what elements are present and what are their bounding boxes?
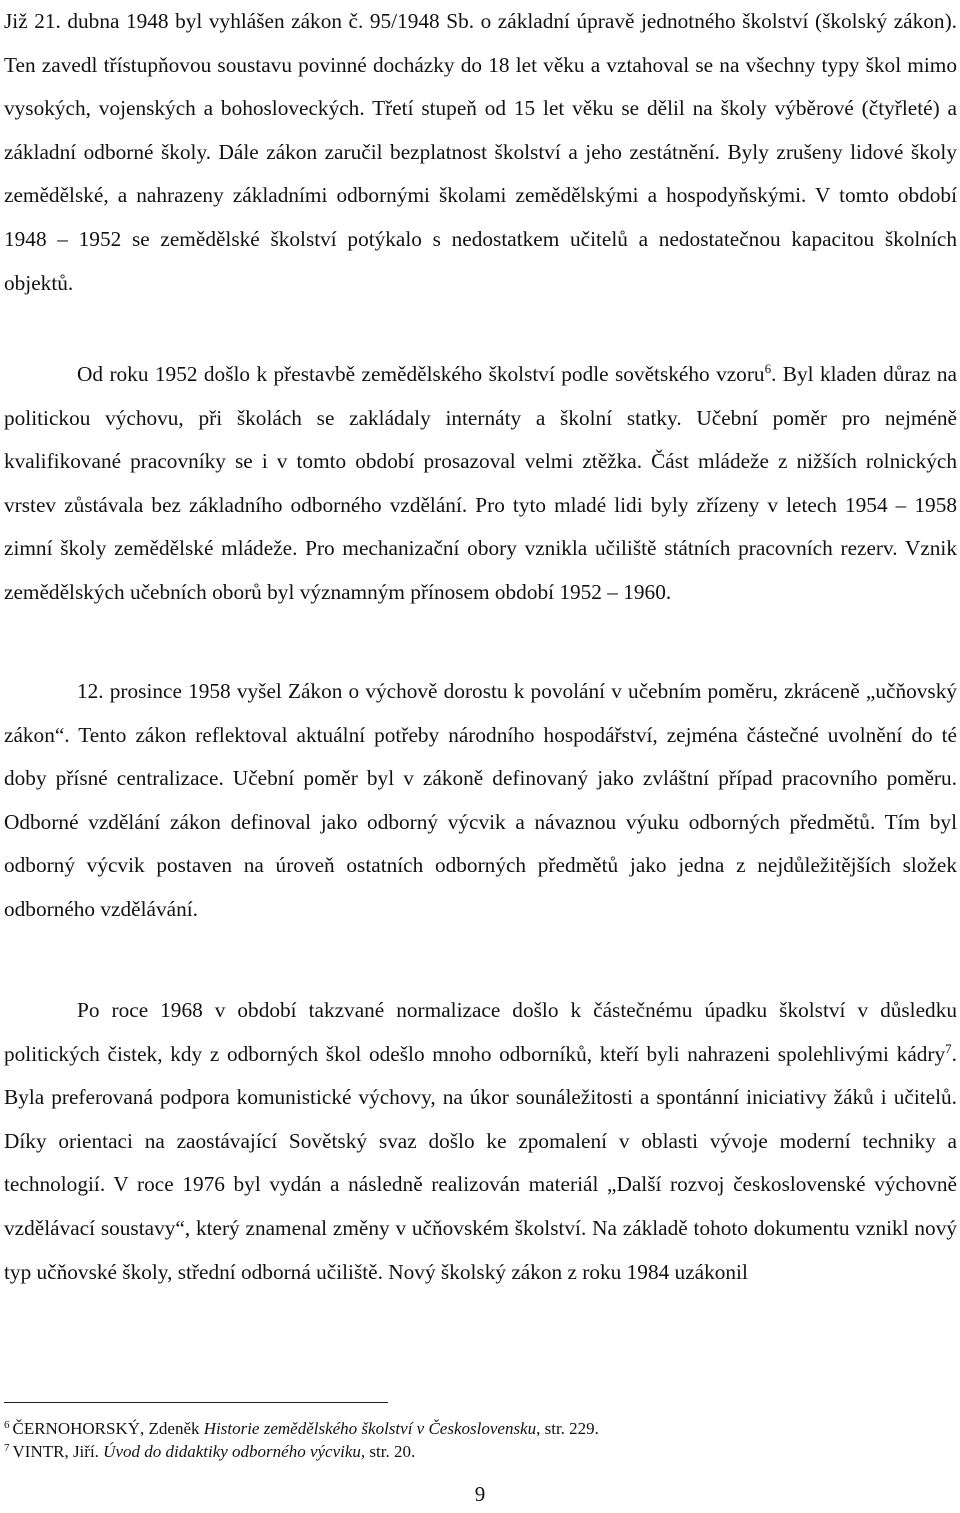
footnote-number: 7: [4, 1441, 10, 1454]
footnote-pages: , str. 229.: [536, 1419, 599, 1438]
footnote-divider: [4, 1402, 388, 1403]
footnote-7: [4, 1441, 944, 1464]
paragraph-2: [4, 353, 957, 615]
footnote-ref-7[interactable]: 7: [945, 1040, 952, 1056]
footnote-author: ČERNOHORSKÝ, Zdeněk: [12, 1419, 200, 1438]
page-number: 9: [474, 1482, 486, 1506]
paragraph-3: 12. prosince 1958 vyšel Zákon o výchově dorostu k povolání v učebním poměru, zkráceně „učňovský zákon“. Tento zákon reflektoval aktuální potřeby národního hospodářství, zejména částečné uvolnění do té doby přísné centralizace. Učební poměr byl v zákoně definovaný jako zvláštní případ pracovního poměru. Odborné vzdělání zákon definoval jako odborný výcvik a návaznou výuku odborných předmětů. Tím byl odborný výcvik postaven na úroveň ostatních odborných předmětů jako jedna z nejdůležitějších složek odborného vzdělávání.: [4, 679, 957, 921]
footnote-author: VINTR, Jiří.: [12, 1441, 99, 1461]
footnote-6: [4, 1418, 944, 1441]
paragraph-1: Již 21. dubna 1948 byl vyhlášen zákon č. 95/1948 Sb. o základní úpravě jednotného školství (školský zákon). Ten zavedl třístupňovou soustavu povinné docházky do 18 let věku a vztahoval se na všechny typy škol mimo vysokých, vojenských a bohosloveckých. Třetí stupeň od 15 let věku se dělil na školy výběrové (čtyřleté) a základní odborné školy. Dále zákon zaručil bezplatnost školství a jeho zestátnění. Byly zrušeny lidové školy zemědělské, a nahrazeny základními odbornými školami zemědělskými a hospodyňskými. V tomto období 1948 – 1952 se zemědělské školství potýkalo s nedostatkem učitelů a nedostatečnou kapacitou školních objektů.: [4, 9, 957, 295]
footnote-pages: , str. 20.: [360, 1441, 416, 1461]
paragraph-4-text: Po roce 1968 v období takzvané normalizace došlo k částečnému úpadku školství v důsledku politických čistek, kdy z odborných škol odešlo mnoho odborníků, kteří byli nahrazeni spolehlivými kádry: [4, 998, 957, 1066]
paragraph-2-text-continued: . Byl kladen důraz na politickou výchovu, při školách se zakládaly internáty a školní statky. Učební poměr pro nejméně kvalifikované pracovníky se i v tomto období prosazoval velmi ztěžka. Část mládeže z nižších rolnických vrstev zůstávala bez základního odborného vzdělání. Pro tyto mladé lidi byly zřízeny v letech 1954 – 1958 zimní školy zemědělské mládeže. Pro mechanizační obory vznikla učiliště státních pracovních rezerv. Vznik zemědělských učebních oborů byl významným přínosem období 1952 – 1960.: [4, 362, 957, 604]
paragraph-2-text: Od roku 1952 došlo k přestavbě zemědělského školství podle sovětského vzoru: [77, 362, 765, 386]
paragraph-4-text-continued: . Byla preferovaná podpora komunistické výchovy, na úkor sounáležitosti a spontánní iniciativy žáků i učitelů. Díky orientaci na zaostávající Sovětský svaz došlo ke zpomalení v oblasti vývoje moderní techniky a technologií. V roce 1976 byl vydán a následně realizován materiál „Další rozvoj československé výchovně vzdělávací soustavy“, který znamenal změny v učňovském školství. Na základě tohoto dokumentu vznikl nový typ učňovské školy, střední odborná učiliště. Nový školský zákon z roku 1984 uzákonil: [4, 1041, 957, 1284]
paragraph-4: [4, 989, 957, 1294]
footnote-ref-6[interactable]: 6: [764, 361, 772, 376]
footnote-title: Historie zemědělského školství v Československu: [203, 1419, 537, 1438]
footnote-title: Úvod do didaktiky odborného výcviku: [103, 1441, 361, 1461]
footnotes: [4, 1418, 944, 1463]
footnote-number: 6: [4, 1419, 10, 1431]
